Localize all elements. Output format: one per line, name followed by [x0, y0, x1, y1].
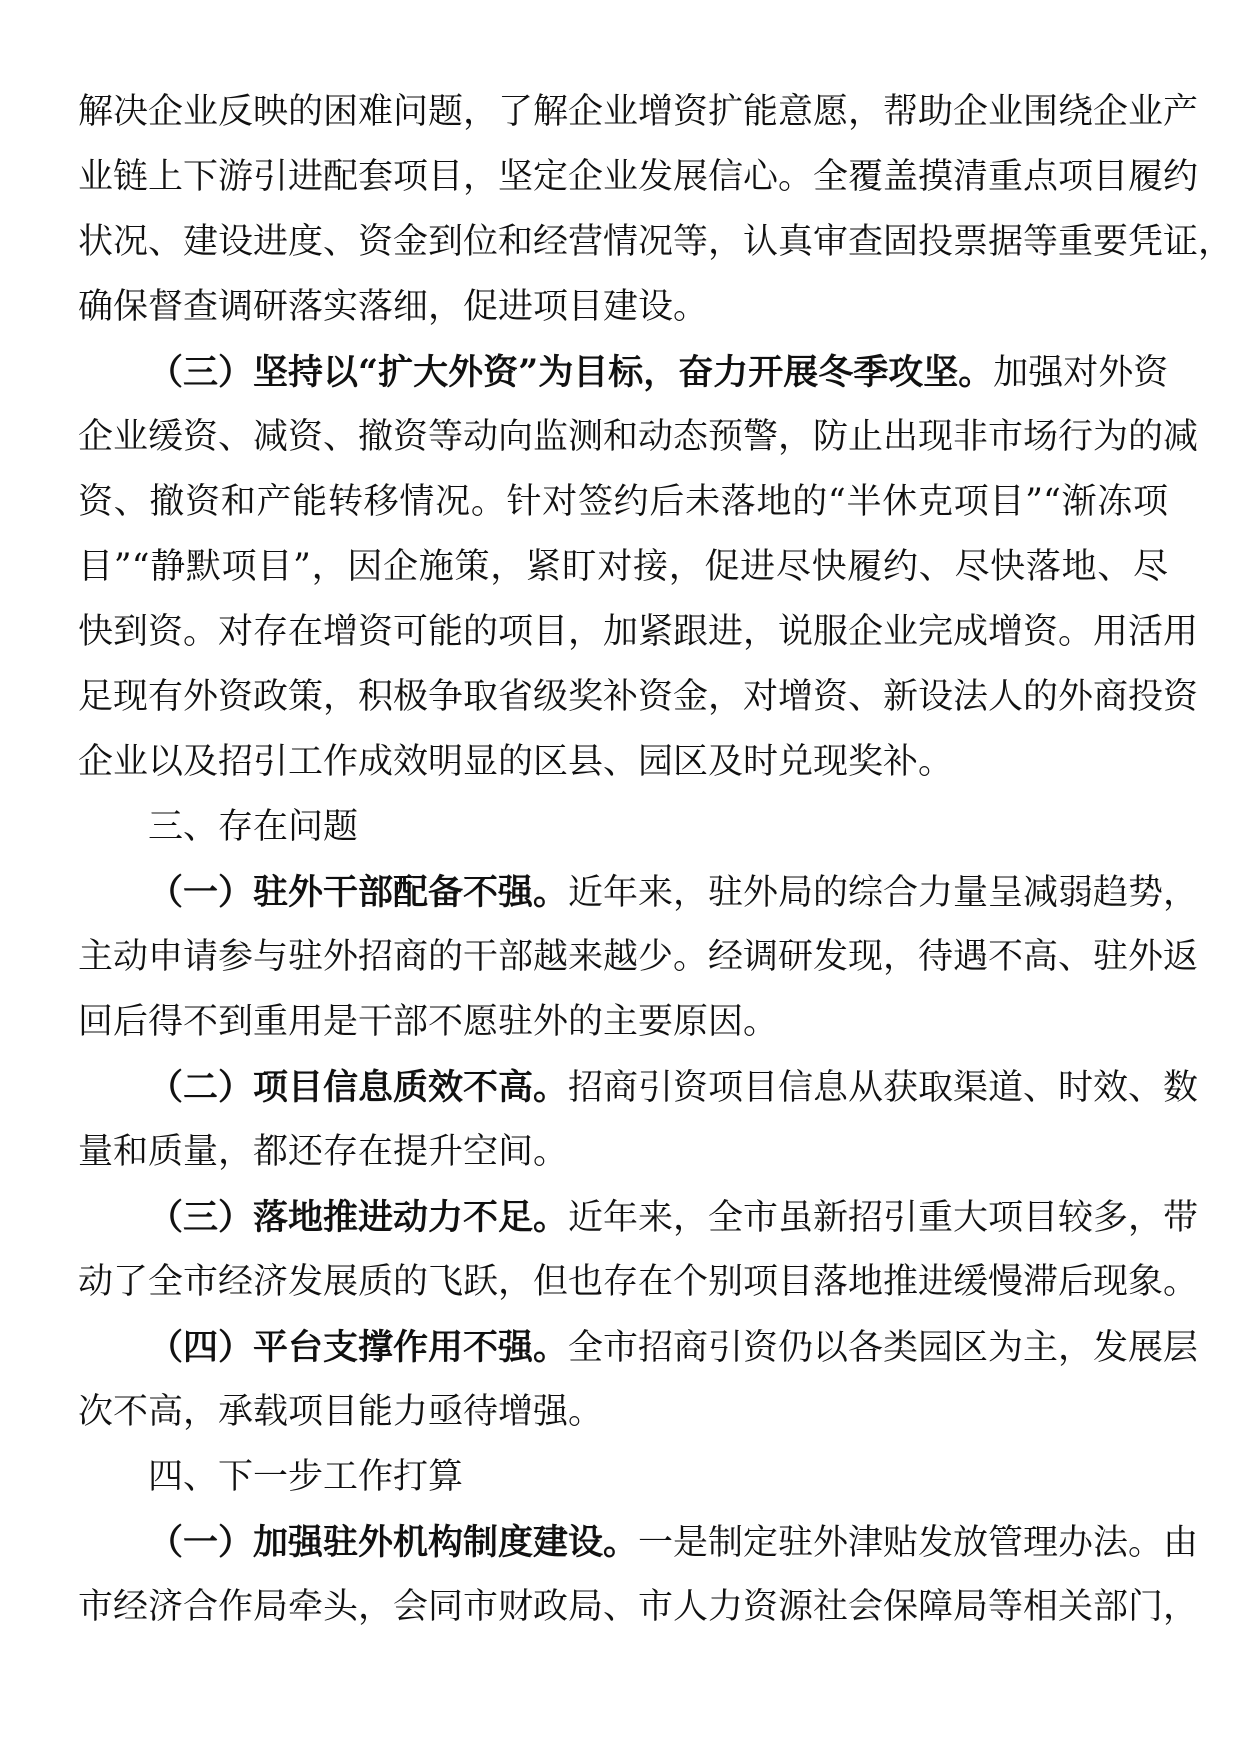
text-span: 加强对外资 — [993, 353, 1169, 393]
text-line: 市经济合作局牵头，会同市财政局、市人力资源社会保障局等相关部门， — [78, 1587, 1199, 1627]
text-span: 近年来，全市虽新招引重大项目较多，带 — [568, 1198, 1199, 1238]
text-line — [78, 1185, 1199, 1250]
text-span: 一是制定驻外津贴发放管理办法。由 — [638, 1523, 1199, 1563]
text-line: 足现有外资政策，积极争取省级奖补资金，对增资、新设法人的外商投资 — [78, 677, 1199, 717]
text-line: 主动申请参与驻外招商的干部越来越少。经调研发现，待遇不高、驻外返 — [78, 937, 1199, 977]
paragraph-staffing — [78, 860, 1199, 1055]
section-heading-next-steps: 四、下一步工作打算 — [148, 1457, 464, 1497]
text-line: 解决企业反映的困难问题，了解企业增资扩能意愿，帮助企业围绕企业产 — [78, 92, 1199, 132]
text-span: 近年来，驻外局的综合力量呈减弱趋势， — [568, 873, 1199, 913]
text-line: 回后得不到重用是干部不愿驻外的主要原因。 — [78, 1002, 779, 1042]
paragraph-heading: （一）驻外干部配备不强。 — [148, 872, 569, 913]
text-line: 企业以及招引工作成效明显的区县、园区及时兑现奖补。 — [78, 742, 954, 782]
text-line: 业链上下游引进配套项目，坚定企业发展信心。全覆盖摸清重点项目履约 — [78, 157, 1199, 197]
text-line — [78, 340, 1168, 405]
paragraph-heading: （二）项目信息质效不高。 — [148, 1067, 569, 1108]
text-line: 状况、建设进度、资金到位和经营情况等，认真审查固投票据等重要凭证， — [78, 222, 1234, 262]
section-heading-problems: 三、存在问题 — [148, 807, 359, 847]
text-line — [78, 1510, 1199, 1575]
paragraph-heading: （四）平台支撑作用不强。 — [148, 1327, 569, 1368]
paragraph-implementation — [78, 1185, 1199, 1315]
paragraph-supervision — [78, 80, 1234, 340]
text-line — [78, 1055, 1199, 1120]
text-span: 全市招商引资仍以各类园区为主，发展层 — [568, 1328, 1199, 1368]
text-line: 目”“静默项目”，因企施策，紧盯对接，促进尽快履约、尽快落地、尽 — [78, 547, 1168, 587]
text-line: 次不高，承载项目能力亟待增强。 — [78, 1392, 604, 1432]
paragraph-heading: （一）加强驻外机构制度建设。 — [148, 1522, 639, 1563]
paragraph-project-info — [78, 1055, 1199, 1185]
paragraph-heading: （三）落地推进动力不足。 — [148, 1197, 569, 1238]
paragraph-foreign-investment — [78, 340, 1199, 795]
text-line — [78, 1315, 1199, 1380]
text-line: 量和质量，都还存在提升空间。 — [78, 1132, 569, 1172]
paragraph-platform — [78, 1315, 1199, 1445]
text-line: 动了全市经济发展质的飞跃，但也存在个别项目落地推进缓慢滞后现象。 — [78, 1262, 1199, 1302]
text-span: 招商引资项目信息从获取渠道、时效、数 — [568, 1068, 1199, 1108]
text-line: 确保督查调研落实落细，促进项目建设。 — [78, 287, 709, 327]
text-line: 资、撤资和产能转移情况。针对签约后未落地的“半休克项目”“渐冻项 — [78, 482, 1168, 522]
text-line — [78, 860, 1199, 925]
text-line: 企业缓资、减资、撤资等动向监测和动态预警，防止出现非市场行为的减 — [78, 417, 1199, 457]
paragraph-institution-building — [78, 1510, 1199, 1640]
document-page — [78, 80, 1234, 1640]
text-line: 快到资。对存在增资可能的项目，加紧跟进，说服企业完成增资。用活用 — [78, 612, 1199, 652]
paragraph-heading: （三）坚持以“扩大外资”为目标，奋力开展冬季攻坚。 — [148, 352, 994, 393]
